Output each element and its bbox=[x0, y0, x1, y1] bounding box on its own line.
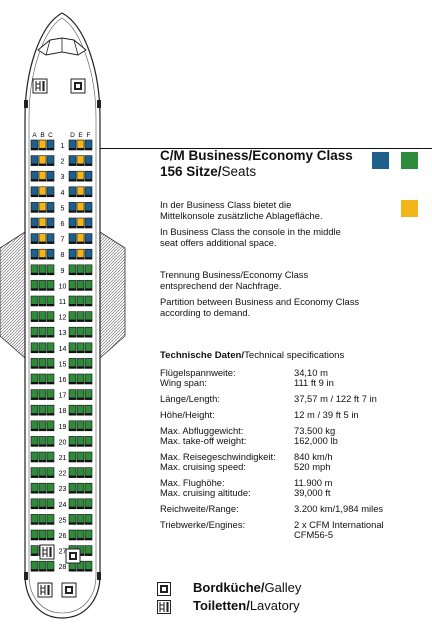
seat-back bbox=[47, 569, 54, 571]
seat-back bbox=[77, 195, 84, 197]
spec-value-length: 37,57 m / 122 ft 7 in bbox=[294, 393, 377, 404]
seat-back bbox=[77, 507, 84, 509]
spec-label-wingspan-de: Flügelspannweite: bbox=[160, 367, 236, 378]
seat-back bbox=[31, 335, 38, 337]
seat-back bbox=[85, 507, 92, 509]
seat-back bbox=[69, 398, 76, 400]
row-number: 19 bbox=[58, 423, 67, 431]
seat-back bbox=[69, 257, 76, 259]
seat-back bbox=[69, 304, 76, 306]
seat-back bbox=[85, 554, 92, 556]
row-number: 27 bbox=[58, 548, 67, 556]
seat-back bbox=[39, 460, 46, 462]
seat-back bbox=[77, 538, 84, 540]
seat-back bbox=[39, 507, 46, 509]
seat-back bbox=[77, 242, 84, 244]
seat-column-letter: A bbox=[32, 132, 37, 139]
seat-back bbox=[69, 148, 76, 150]
seat-back bbox=[77, 491, 84, 493]
seat-back bbox=[31, 320, 38, 322]
seat-back bbox=[77, 273, 84, 275]
spec-value-altitude-ft: 39,000 ft bbox=[294, 487, 331, 498]
seat-back bbox=[85, 491, 92, 493]
seat-back bbox=[69, 164, 76, 166]
seat-back bbox=[31, 226, 38, 228]
seat-back bbox=[77, 257, 84, 259]
seat-back bbox=[47, 429, 54, 431]
seat-back bbox=[31, 429, 38, 431]
spec-label-speed-en: Max. cruising speed: bbox=[160, 461, 246, 472]
seat-back bbox=[77, 320, 84, 322]
economy-class-swatch bbox=[401, 152, 418, 169]
lavatory-icon bbox=[157, 600, 171, 614]
row-number: 17 bbox=[58, 392, 67, 400]
seat-column-letter: F bbox=[86, 132, 91, 139]
seat-back bbox=[69, 351, 76, 353]
seat-back bbox=[77, 569, 84, 571]
seat-back bbox=[47, 320, 54, 322]
seat-back bbox=[85, 413, 92, 415]
seat-back bbox=[47, 460, 54, 462]
spec-value-speed-kmh: 840 km/h bbox=[294, 451, 333, 462]
seat-back bbox=[31, 460, 38, 462]
row-number: 8 bbox=[60, 252, 65, 260]
row-number: 1 bbox=[60, 143, 65, 150]
seat-back bbox=[85, 522, 92, 524]
seat-back bbox=[39, 179, 46, 181]
note-partition-de-1: Trennung Business/Economy Class bbox=[160, 269, 309, 280]
seat-back bbox=[31, 522, 38, 524]
seat-column-letter: C bbox=[48, 132, 53, 139]
spec-label-wingspan-en: Wing span: bbox=[160, 377, 207, 388]
seat-back bbox=[39, 398, 46, 400]
galley-icon bbox=[62, 583, 76, 597]
seat-back bbox=[31, 304, 38, 306]
seat-back bbox=[39, 429, 46, 431]
seat-back bbox=[31, 507, 38, 509]
door-right-front bbox=[97, 100, 101, 108]
seat-back bbox=[69, 538, 76, 540]
seat-back bbox=[39, 273, 46, 275]
row-number: 14 bbox=[58, 345, 67, 353]
seat-back bbox=[31, 382, 38, 384]
row-number: 15 bbox=[58, 361, 67, 369]
row-number: 5 bbox=[60, 205, 65, 213]
seat-back bbox=[69, 444, 76, 446]
seat-back bbox=[47, 179, 54, 181]
seat-back bbox=[31, 273, 38, 275]
seat-back bbox=[39, 476, 46, 478]
seat-back bbox=[69, 569, 76, 571]
right-wing bbox=[100, 232, 125, 358]
seat-back bbox=[69, 382, 76, 384]
seat-back bbox=[31, 398, 38, 400]
seat-back bbox=[39, 491, 46, 493]
seat-back bbox=[85, 273, 92, 275]
seat-back bbox=[39, 195, 46, 197]
legend-galley-label: Bordküche/Galley bbox=[193, 580, 302, 595]
seat-back bbox=[39, 366, 46, 368]
seat-back bbox=[47, 148, 54, 150]
spec-value-wingspan-ft: 111 ft 9 in bbox=[294, 377, 334, 388]
spec-label-engines: Triebwerke/Engines: bbox=[160, 519, 246, 530]
seat-back bbox=[47, 226, 54, 228]
seat-back bbox=[39, 242, 46, 244]
seat-back bbox=[77, 304, 84, 306]
seat-back bbox=[39, 538, 46, 540]
seat-back bbox=[85, 335, 92, 337]
seat-back bbox=[77, 148, 84, 150]
spec-label-length: Länge/Length: bbox=[160, 393, 220, 404]
lavatory-icon bbox=[38, 583, 52, 597]
seat-back bbox=[47, 195, 54, 197]
cabin-class-title: C/M Business/Economy Class bbox=[160, 148, 353, 163]
seat-back bbox=[47, 491, 54, 493]
business-class-swatch bbox=[372, 152, 389, 169]
spec-value-speed-mph: 520 mph bbox=[294, 461, 331, 472]
seat-back bbox=[77, 335, 84, 337]
seat-back bbox=[69, 366, 76, 368]
lavatory-icon bbox=[40, 545, 54, 559]
seat-back bbox=[85, 226, 92, 228]
seat-back bbox=[39, 569, 46, 571]
seat-back bbox=[77, 179, 84, 181]
seat-back bbox=[39, 210, 46, 212]
seat-back bbox=[47, 444, 54, 446]
seat-back bbox=[85, 444, 92, 446]
seat-back bbox=[77, 460, 84, 462]
seat-back bbox=[39, 522, 46, 524]
aircraft-seat-map bbox=[0, 0, 150, 624]
seat-back bbox=[85, 538, 92, 540]
seat-back bbox=[77, 288, 84, 290]
galley-icon bbox=[66, 549, 80, 563]
seat-back bbox=[39, 382, 46, 384]
seat-back bbox=[31, 538, 38, 540]
seat-back bbox=[31, 366, 38, 368]
note-partition-en-1: Partition between Business and Economy Class bbox=[160, 296, 360, 307]
seat-back bbox=[39, 304, 46, 306]
seat-back bbox=[39, 335, 46, 337]
seat-back bbox=[39, 148, 46, 150]
seat-back bbox=[77, 444, 84, 446]
row-number: 12 bbox=[58, 314, 67, 322]
seat-back bbox=[69, 320, 76, 322]
row-number: 24 bbox=[58, 501, 67, 509]
seat-back bbox=[47, 398, 54, 400]
spec-value-takeoff-kg: 73.500 kg bbox=[294, 425, 336, 436]
note-partition-de-2: entsprechend der Nachfrage. bbox=[160, 280, 282, 291]
row-number: 26 bbox=[58, 533, 67, 540]
seat-back bbox=[85, 460, 92, 462]
seat-back bbox=[31, 288, 38, 290]
spec-label-takeoff-en: Max. take-off weight: bbox=[160, 435, 247, 446]
seat-back bbox=[69, 413, 76, 415]
row-number: 6 bbox=[60, 221, 65, 228]
seat-back bbox=[31, 351, 38, 353]
seat-back bbox=[47, 288, 54, 290]
left-wing bbox=[0, 232, 25, 358]
row-number: 7 bbox=[60, 236, 65, 244]
seat-back bbox=[31, 242, 38, 244]
seat-back bbox=[69, 273, 76, 275]
seat-back bbox=[31, 444, 38, 446]
spec-value-takeoff-lb: 162,000 lb bbox=[294, 435, 338, 446]
spec-label-takeoff-de: Max. Abfluggewicht: bbox=[160, 425, 244, 436]
seat-back bbox=[47, 366, 54, 368]
seat-back bbox=[31, 179, 38, 181]
seat-back bbox=[47, 507, 54, 509]
seat-back bbox=[77, 351, 84, 353]
seat-back bbox=[85, 195, 92, 197]
seat-back bbox=[47, 304, 54, 306]
seat-back bbox=[47, 382, 54, 384]
seat-back bbox=[47, 335, 54, 337]
row-number: 28 bbox=[58, 564, 67, 572]
seat-back bbox=[77, 522, 84, 524]
row-number: 25 bbox=[58, 517, 67, 525]
seat-back bbox=[77, 164, 84, 166]
seat-back bbox=[47, 210, 54, 212]
seat-back bbox=[39, 444, 46, 446]
seat-column-letter: D bbox=[70, 132, 75, 139]
extra-space-swatch bbox=[401, 200, 418, 217]
spec-value-engines-1: 2 x CFM International bbox=[294, 519, 384, 530]
row-number: 16 bbox=[58, 377, 67, 384]
seat-back bbox=[77, 413, 84, 415]
spec-value-wingspan-m: 34,10 m bbox=[294, 367, 328, 378]
seat-back bbox=[85, 351, 92, 353]
door-left-front bbox=[24, 100, 28, 108]
seat-back bbox=[47, 164, 54, 166]
spec-label-altitude-de: Max. Flughöhe: bbox=[160, 477, 225, 488]
seat-back bbox=[69, 242, 76, 244]
note-partition-en-2: according to demand. bbox=[160, 307, 251, 318]
seat-back bbox=[31, 554, 38, 556]
specs-heading: Technische Daten/Technical specifications bbox=[160, 350, 345, 361]
seat-back bbox=[39, 288, 46, 290]
seat-back bbox=[39, 320, 46, 322]
seat-back bbox=[31, 210, 38, 212]
row-number: 9 bbox=[60, 267, 65, 275]
seat-back bbox=[85, 398, 92, 400]
seat-back bbox=[69, 288, 76, 290]
spec-value-altitude-m: 11.900 m bbox=[294, 477, 333, 488]
row-number: 13 bbox=[58, 330, 67, 338]
row-number: 3 bbox=[60, 174, 65, 182]
galley-icon bbox=[71, 79, 85, 93]
seat-back bbox=[77, 382, 84, 384]
seat-back bbox=[31, 195, 38, 197]
seat-column-letter: E bbox=[78, 132, 83, 139]
seat-back bbox=[69, 476, 76, 478]
seat-back bbox=[31, 164, 38, 166]
spec-label-altitude-en: Max. cruising altitude: bbox=[160, 487, 251, 498]
seat-back bbox=[85, 242, 92, 244]
seat-column-letter: B bbox=[40, 132, 45, 139]
seat-back bbox=[39, 164, 46, 166]
row-number: 18 bbox=[58, 408, 67, 416]
seat-count-title: 156 Sitze/Seats bbox=[160, 164, 257, 179]
seat-back bbox=[85, 288, 92, 290]
lavatory-icon bbox=[33, 79, 47, 93]
note-business-de-2: Mittelkonsole zusätzliche Ablagefläche. bbox=[160, 210, 323, 221]
seat-back bbox=[85, 257, 92, 259]
spec-label-speed-de: Max. Reisegeschwindigkeit: bbox=[160, 451, 276, 462]
seat-back bbox=[47, 538, 54, 540]
row-number: 4 bbox=[60, 189, 65, 197]
seat-back bbox=[77, 476, 84, 478]
row-number: 2 bbox=[60, 158, 65, 166]
row-number: 20 bbox=[58, 439, 67, 447]
note-business-en-2: seat offers additional space. bbox=[160, 237, 277, 248]
seat-back bbox=[69, 226, 76, 228]
seat-back bbox=[39, 226, 46, 228]
spec-value-engines-2: CFM56-5 bbox=[294, 529, 334, 540]
seat-back bbox=[85, 304, 92, 306]
door-right-rear bbox=[97, 572, 101, 580]
seat-back bbox=[39, 257, 46, 259]
seat-back bbox=[85, 148, 92, 150]
seat-back bbox=[31, 413, 38, 415]
spec-value-range: 3.200 km/1,984 miles bbox=[294, 503, 384, 514]
seat-back bbox=[39, 351, 46, 353]
seat-back bbox=[31, 476, 38, 478]
seat-back bbox=[85, 179, 92, 181]
seat-back bbox=[69, 460, 76, 462]
seat-back bbox=[77, 210, 84, 212]
spec-label-height: Höhe/Height: bbox=[160, 409, 215, 420]
seat-back bbox=[85, 164, 92, 166]
seat-back bbox=[69, 210, 76, 212]
seat-back bbox=[69, 507, 76, 509]
seat-back bbox=[69, 429, 76, 431]
spec-label-range: Reichweite/Range: bbox=[160, 503, 239, 514]
seat-back bbox=[85, 476, 92, 478]
row-number: 22 bbox=[58, 470, 67, 478]
seat-back bbox=[47, 242, 54, 244]
seat-back bbox=[31, 257, 38, 259]
note-business-en-1: In Business Class the console in the middle bbox=[160, 226, 341, 237]
seat-back bbox=[31, 148, 38, 150]
seat-back bbox=[85, 210, 92, 212]
spec-value-height: 12 m / 39 ft 5 in bbox=[294, 409, 359, 420]
door-left-rear bbox=[24, 572, 28, 580]
seat-back bbox=[69, 335, 76, 337]
seat-back bbox=[47, 273, 54, 275]
seat-back bbox=[77, 366, 84, 368]
seat-back bbox=[85, 320, 92, 322]
seat-back bbox=[69, 491, 76, 493]
note-business-de-1: In der Business Class bietet die bbox=[160, 199, 292, 210]
seat-back bbox=[69, 522, 76, 524]
seat-back bbox=[77, 226, 84, 228]
row-number: 23 bbox=[58, 486, 67, 494]
seat-back bbox=[31, 569, 38, 571]
legend-lavatory-label: Toiletten/Lavatory bbox=[193, 598, 300, 613]
row-number: 11 bbox=[58, 299, 67, 306]
row-number: 21 bbox=[58, 455, 67, 462]
seat-back bbox=[47, 522, 54, 524]
seat-back bbox=[85, 429, 92, 431]
seat-back bbox=[77, 398, 84, 400]
seat-back bbox=[85, 382, 92, 384]
seat-back bbox=[77, 429, 84, 431]
seat-back bbox=[69, 179, 76, 181]
seat-back bbox=[85, 569, 92, 571]
seat-back bbox=[47, 413, 54, 415]
seat-back bbox=[47, 351, 54, 353]
seat-back bbox=[85, 366, 92, 368]
seat-back bbox=[31, 491, 38, 493]
seat-back bbox=[69, 195, 76, 197]
seat-back bbox=[47, 476, 54, 478]
seat-back bbox=[47, 257, 54, 259]
seat-back bbox=[39, 413, 46, 415]
galley-icon bbox=[157, 582, 171, 596]
row-number: 10 bbox=[58, 283, 67, 291]
